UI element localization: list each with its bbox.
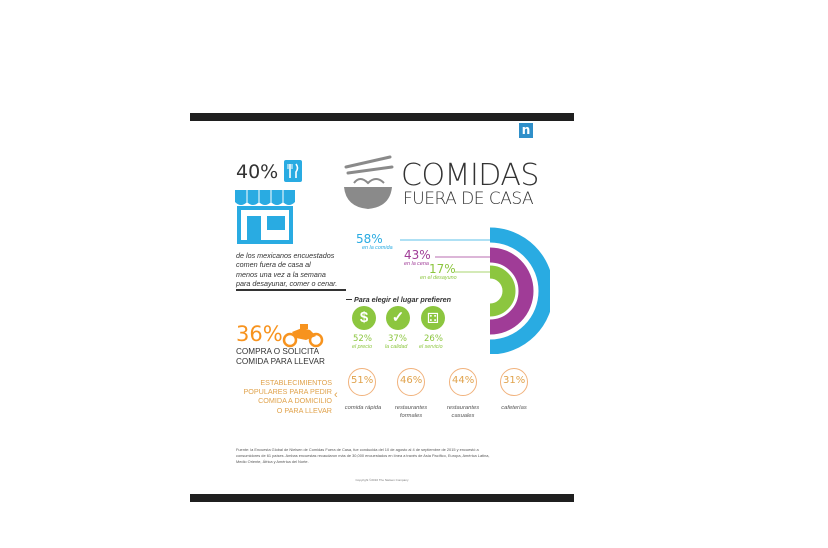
left-stat-line: menos una vez a la semana — [236, 269, 326, 279]
delivery-value: 36% — [236, 322, 283, 346]
source-line: consumidores de 61 países. Ambas encuestas recaudaron más de 30,000 encuestados en línea a través de Asia Pacífico, Europa, América Latina, — [236, 453, 490, 458]
formal-value: 46% — [400, 375, 423, 386]
casual-label — [443, 405, 483, 420]
formal-label-line: restaurantes — [394, 405, 428, 411]
left-stat-description — [236, 251, 337, 288]
service-icon: ⚃ — [421, 306, 445, 330]
fast-food-label-line: comida rápida — [344, 405, 382, 411]
title-line2: FUERA DE CASA — [403, 189, 534, 209]
cafe-label-line: cafeterías — [501, 405, 527, 411]
prefer-heading: Para elegir el lugar prefieren — [354, 295, 452, 304]
left-stat-line: para desayunar, comer o cenar. — [236, 278, 338, 288]
establishments-heading-line: POPULARES PARA PEDIR — [243, 387, 332, 397]
store-icon — [233, 188, 297, 244]
arc-breakfast — [490, 272, 509, 310]
prefer-price-value: 52% — [353, 334, 372, 344]
delivery-text — [236, 347, 325, 367]
fast-food-label — [343, 405, 383, 413]
establishments-heading — [240, 378, 332, 415]
establishments-heading-line: ESTABLECIMIENTOS — [260, 378, 332, 387]
meal-lunch-label: en la comida — [362, 245, 393, 251]
prefer-service-label: el servicio — [419, 344, 443, 350]
chevron-left-icon: ‹ — [334, 389, 338, 401]
formal-label — [391, 405, 431, 420]
nielsen-logo: n — [519, 123, 533, 138]
top-bar — [190, 113, 574, 121]
delivery-line: COMPRA O SOLICITA — [236, 347, 320, 356]
cafe-value: 31% — [503, 375, 526, 386]
meal-breakfast-label: en el desayuno — [420, 275, 457, 281]
delivery-line: COMIDA PARA LLEVAR — [236, 357, 325, 366]
left-stat-line: comen fuera de casa al — [236, 260, 311, 270]
source-line: Fuente: la Encuesta Global de Nielsen de Comidas Fuera de Casa, fue conducida del 10 de agosto al 4 de septiembre de 2015 y encuestó a — [236, 447, 479, 452]
meal-dinner-label: en la cena — [404, 261, 429, 267]
prefer-quality-label: la calidad — [385, 344, 408, 350]
left-stat-value: 40% — [236, 161, 279, 183]
left-stat-line: de los mexicanos encuestados — [236, 251, 335, 260]
meal-dinner-value: 43% — [404, 248, 431, 262]
prefer-quality-value: 37% — [388, 334, 407, 344]
meal-lunch-value: 58% — [356, 232, 383, 246]
source-note — [236, 447, 566, 465]
motorcycle-icon — [282, 322, 324, 348]
copyright: Copyright ©2016 The Nielsen Company — [355, 478, 409, 482]
prefer-marker — [346, 299, 352, 300]
casual-label-line: restaurantes — [446, 405, 480, 411]
establishments-heading-line: O PARA LLEVAR — [276, 405, 332, 415]
prefer-service-value: 26% — [424, 334, 443, 344]
meal-breakfast-value: 17% — [429, 262, 456, 276]
establishments-heading-line: COMIDA A DOMICILIO — [258, 396, 332, 406]
bowl-icon — [340, 153, 396, 213]
dollar-icon: $ — [352, 306, 376, 330]
check-icon: ✓ — [386, 306, 410, 330]
casual-label-line: casuales — [451, 412, 475, 419]
bottom-bar — [190, 494, 574, 502]
source-line: Medio Oriente, África y América del Norte. — [236, 459, 309, 464]
divider — [236, 289, 346, 291]
title-line1: COMIDAS — [401, 158, 539, 193]
fork-knife-icon — [284, 160, 302, 182]
prefer-price-label: el precio — [352, 344, 373, 350]
casual-value: 44% — [452, 375, 475, 386]
fast-food-value: 51% — [351, 375, 374, 386]
formal-label-line: formales — [399, 412, 423, 419]
cafe-label — [494, 405, 534, 413]
